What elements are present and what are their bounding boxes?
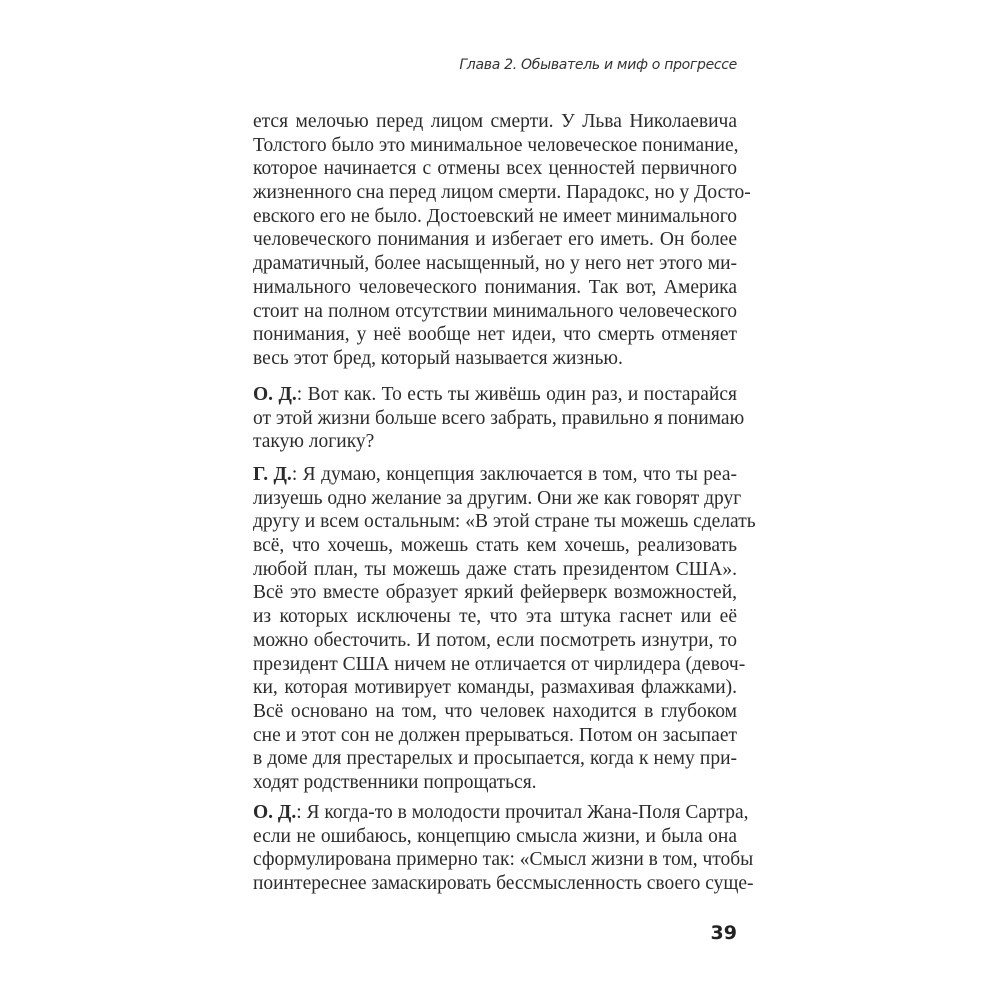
line-text: : Вот как. То есть ты живёшь один раз, и постарайся <box>296 384 737 405</box>
line-text: евского его не было. Достоевский не имеет минимального <box>253 205 738 227</box>
line-text: весь этот бред, который называется жизнью. <box>253 347 623 369</box>
line-text: любой план, ты можешь даже стать президентом США». <box>253 558 737 580</box>
line-text: нимального человеческого понимания. Так вот, Америка <box>253 276 737 298</box>
text-line <box>253 605 737 629</box>
text-line <box>253 581 737 605</box>
line-text: понимания, у неё вообще нет идеи, что смерть отменяет <box>253 324 737 346</box>
text-line <box>253 653 746 677</box>
text-line <box>253 747 737 771</box>
line-text: от этой жизни больше всего забрать, правильно я понимаю <box>253 407 745 429</box>
text-line <box>253 510 756 534</box>
line-text: если не ошибаюсь, концепцию смысла жизни, и была она <box>253 825 737 847</box>
paragraph <box>253 110 751 371</box>
text-line <box>253 181 751 205</box>
line-text: ходят родственники попрощаться. <box>253 771 537 793</box>
text-line <box>253 228 737 252</box>
text-line <box>253 110 737 134</box>
line-text: в доме для престарелых и просыпается, когда к нему при- <box>253 748 737 770</box>
text-line <box>253 323 737 347</box>
text-line <box>253 629 737 653</box>
line-text: драматичный, более насыщенный, но у него нет этого ми- <box>253 253 737 275</box>
line-text: сформулирована примерно так: «Смысл жизни в том, чтобы <box>253 849 754 871</box>
text-line <box>253 252 737 276</box>
line-text: : Я когда-то в молодости прочитал Жана-Поля Сартра, <box>296 802 749 823</box>
paragraph <box>253 463 756 795</box>
text-line <box>253 157 737 181</box>
paragraph <box>253 383 745 454</box>
line-text: президент США ничем не отличается от чирлидера (девоч- <box>253 653 746 675</box>
line-text: : Я думаю, концепция заключается в том, что ты реа- <box>291 464 738 485</box>
text-line <box>253 872 754 896</box>
text-line <box>253 407 745 431</box>
line-text: из которых исключены те, что эта штука гаснет или её <box>253 606 737 628</box>
text-line <box>253 700 737 724</box>
line-text: Толстого было это минимальное человеческое понимание, <box>253 134 739 156</box>
text-line <box>253 205 737 229</box>
text-line <box>253 383 737 407</box>
text-line <box>253 676 737 700</box>
line-text: всё, что хочешь, можешь стать кем хочешь, реализовать <box>253 535 737 557</box>
text-line <box>253 801 749 825</box>
line-text: сне и этот сон не должен прерываться. Потом он засыпает <box>253 724 737 746</box>
speaker-label: О. Д. <box>253 802 297 823</box>
line-text: жизненного сна перед лицом смерти. Парадокс, но у Досто- <box>253 182 751 204</box>
line-text: которое начинается с отмены всех ценностей первичного <box>253 158 737 180</box>
text-line <box>253 848 754 872</box>
text-line <box>253 558 737 582</box>
text-line <box>253 430 737 454</box>
text-line <box>253 463 737 487</box>
line-text: ется мелочью перед лицом смерти. У Льва Николаевича <box>253 111 737 132</box>
text-line <box>253 300 737 324</box>
text-line <box>253 134 737 158</box>
speaker-label: О. Д. <box>253 384 297 405</box>
line-text: можно обесточить. И потом, если посмотреть изнутри, то <box>253 629 737 651</box>
line-text: Всё основано на том, что человек находится в глубоком <box>253 700 737 722</box>
text-line <box>253 825 737 849</box>
paragraph <box>253 801 754 896</box>
line-text: стоит на полном отсутствии минимального человеческого <box>253 300 737 322</box>
line-text: человеческого понимания и избегает его иметь. Он более <box>253 229 737 251</box>
text-line <box>253 534 737 558</box>
speaker-label: Г. Д. <box>253 464 292 485</box>
line-text: другу и всем остальным: «В этой стране ты можешь сделать <box>253 511 756 533</box>
page-number: 39 <box>710 922 737 944</box>
text-line <box>253 347 737 371</box>
running-head: Глава 2. Обыватель и миф о прогрессе <box>459 57 737 73</box>
line-text: Всё это вместе образует яркий фейерверк возможностей, <box>253 582 737 604</box>
line-text: поинтереснее замаскировать бессмысленность своего суще- <box>253 873 754 895</box>
line-text: ки, которая мотивирует команды, размахивая флажками). <box>253 677 737 699</box>
line-text: такую логику? <box>253 431 375 453</box>
text-line <box>253 771 737 795</box>
text-line <box>253 276 737 300</box>
text-line <box>253 487 742 511</box>
text-line <box>253 724 737 748</box>
line-text: лизуешь одно желание за другим. Они же как говорят друг <box>253 487 742 509</box>
